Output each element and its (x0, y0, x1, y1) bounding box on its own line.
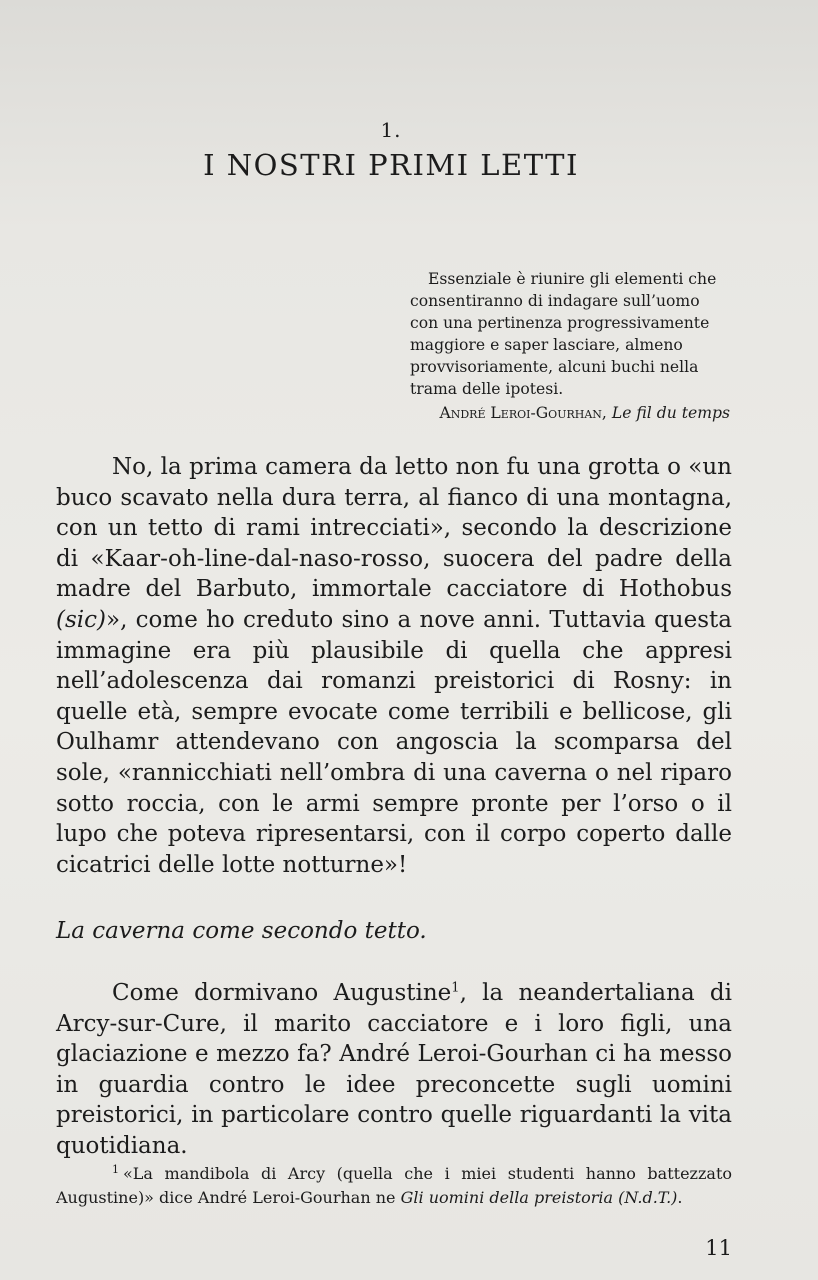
footnote-text (56, 1162, 732, 1210)
epigraph-quote: Essenziale è riunire gli elementi che consentiranno di indagare sull’uomo con una pertinenza progressivamente maggiore e saper lasciare, almeno provvisoriamente, alcuni buchi nella trama delle ipotesi. (410, 270, 717, 398)
epigraph-separator: , (601, 404, 607, 422)
paragraph-2-part-2: , la neandertaliana di Arcy-sur-Cure, il marito cacciatore e i loro figli, una glaciazione e mezzo fa? André Leroi-Gourhan ci ha messo in guardia contro le idee preconcette sugli uomini preistorici, in particolare contro quelle riguardanti la vita quotidiana. (56, 980, 732, 1159)
footnote-reference: 1 (451, 980, 460, 996)
footnote-text-after: . (677, 1188, 683, 1207)
chapter-title: I NOSTRI PRIMI LETTI (203, 148, 579, 182)
page-number: 11 (705, 1236, 732, 1260)
paragraph-1-part-2: », come ho creduto sino a nove anni. Tuttavia questa immagine era più plausibile di quella che appresi nell’adolescenza dai romanzi preistorici di Rosny: in quelle età, sempre evocate come terribili e bellicose, gli Oulhamr attendevano con angoscia la scomparsa del sole, «rannicchiati nell’ombra di una caverna o nel riparo sotto roccia, con le armi sempre pronte per l’orso o il lupo che poteva ripresentarsi, con il corpo coperto dalle cicatrici delle lotte notturne»! (56, 606, 732, 878)
paragraph-1-text (56, 452, 732, 880)
footnote-number: 1 (112, 1162, 119, 1176)
paragraph-2-text (56, 978, 732, 1162)
sic-annotation: (sic) (56, 606, 106, 633)
paragraph-1-part-1: No, la prima camera da letto non fu una grotta o «un buco scavato nella dura terra, al fianco di una montagna, con un tetto di rami intrecciati», secondo la descrizione di «Kaar-oh-line-dal-naso-rosso, suocera del padre della madre del Barbuto, immortale cacciatore di Hothobus (56, 454, 732, 603)
epigraph (410, 268, 730, 424)
footnote-text-before: «La mandibola di Arcy (quella che i miei studenti hanno battezzato Augustine)» dice André Leroi-Gourhan ne (56, 1164, 732, 1207)
epigraph-author: André Leroi-Gourhan (439, 404, 602, 422)
paragraph-2 (56, 978, 732, 1162)
chapter-number: 1. (380, 118, 402, 142)
epigraph-attribution (410, 402, 730, 424)
paragraph-2-part-1: Come dormivano Augustine (112, 980, 452, 1006)
footnote-work: Gli uomini della preistoria (N.d.T.) (400, 1188, 678, 1207)
epigraph-work: Le fil du temps (611, 404, 730, 422)
section-heading: La caverna come secondo tetto. (56, 918, 427, 944)
paragraph-1 (56, 452, 732, 880)
footnote (56, 1162, 732, 1210)
